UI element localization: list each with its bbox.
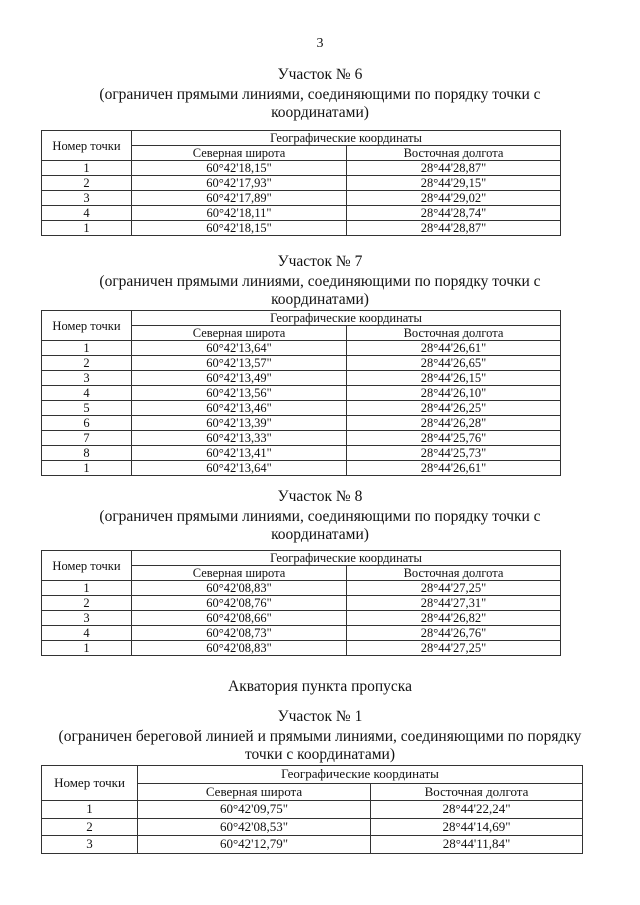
header-longitude: Восточная долгота	[371, 783, 583, 801]
latitude-cell: 60°42'13,39"	[132, 416, 347, 431]
coordinates-table	[41, 550, 561, 656]
table-row	[42, 596, 561, 611]
point-number-cell: 7	[42, 431, 132, 446]
point-number-cell: 2	[42, 818, 138, 836]
header-latitude: Северная широта	[132, 146, 347, 161]
latitude-cell: 60°42'13,46"	[132, 401, 347, 416]
section-description: (ограничен прямыми линиями, соединяющими по порядку точки с	[99, 86, 541, 103]
table-header-row	[42, 311, 561, 326]
section-description: (ограничен береговой линией и прямыми линиями, соединяющими по порядку	[58, 728, 582, 745]
aquatory-heading: Акватория пункта пропуска	[228, 678, 412, 695]
latitude-cell: 60°42'13,56"	[132, 386, 347, 401]
longitude-cell: 28°44'27,31"	[347, 596, 561, 611]
table-row	[42, 161, 561, 176]
table-row	[42, 401, 561, 416]
header-point-number: Номер точки	[42, 766, 138, 801]
longitude-cell: 28°44'28,87"	[347, 221, 561, 236]
header-geo-coordinates: Географические координаты	[132, 551, 561, 566]
page-number: 3	[316, 36, 324, 51]
latitude-cell: 60°42'08,76"	[132, 596, 347, 611]
point-number-cell: 1	[42, 161, 132, 176]
latitude-cell: 60°42'13,41"	[132, 446, 347, 461]
latitude-cell: 60°42'08,83"	[132, 581, 347, 596]
table-row	[42, 221, 561, 236]
table-row	[42, 581, 561, 596]
longitude-cell: 28°44'25,73"	[347, 446, 561, 461]
table-header-row	[42, 131, 561, 146]
point-number-cell: 2	[42, 176, 132, 191]
section-title: Участок № 7	[277, 253, 363, 270]
coordinates-table	[41, 130, 561, 236]
point-number-cell: 1	[42, 221, 132, 236]
coordinates-table	[41, 310, 561, 476]
table-row	[42, 191, 561, 206]
longitude-cell: 28°44'25,76"	[347, 431, 561, 446]
table-row	[42, 386, 561, 401]
longitude-cell: 28°44'26,76"	[347, 626, 561, 641]
latitude-cell: 60°42'13,64"	[132, 461, 347, 476]
header-latitude: Северная широта	[132, 326, 347, 341]
latitude-cell: 60°42'17,89"	[132, 191, 347, 206]
header-longitude: Восточная долгота	[347, 326, 561, 341]
table-row	[42, 626, 561, 641]
table-header-row	[42, 766, 583, 784]
point-number-cell: 3	[42, 611, 132, 626]
table-row	[42, 801, 583, 819]
section-description: координатами)	[271, 526, 369, 543]
longitude-cell: 28°44'26,65"	[347, 356, 561, 371]
longitude-cell: 28°44'28,87"	[347, 161, 561, 176]
header-point-number: Номер точки	[42, 311, 132, 341]
header-longitude: Восточная долгота	[347, 566, 561, 581]
header-geo-coordinates: Географические координаты	[132, 131, 561, 146]
point-number-cell: 4	[42, 386, 132, 401]
latitude-cell: 60°42'17,93"	[132, 176, 347, 191]
longitude-cell: 28°44'27,25"	[347, 581, 561, 596]
latitude-cell: 60°42'18,15"	[132, 161, 347, 176]
longitude-cell: 28°44'26,82"	[347, 611, 561, 626]
table-row	[42, 206, 561, 221]
section-title: Участок № 8	[277, 488, 363, 505]
latitude-cell: 60°42'08,73"	[132, 626, 347, 641]
point-number-cell: 8	[42, 446, 132, 461]
point-number-cell: 3	[42, 836, 138, 854]
longitude-cell: 28°44'11,84"	[371, 836, 583, 854]
point-number-cell: 4	[42, 626, 132, 641]
longitude-cell: 28°44'26,25"	[347, 401, 561, 416]
table-header-row	[42, 551, 561, 566]
point-number-cell: 3	[42, 191, 132, 206]
latitude-cell: 60°42'09,75"	[138, 801, 371, 819]
table-row	[42, 461, 561, 476]
header-longitude: Восточная долгота	[347, 146, 561, 161]
section-description: координатами)	[271, 104, 369, 121]
point-number-cell: 3	[42, 371, 132, 386]
section-description: координатами)	[271, 291, 369, 308]
header-latitude: Северная широта	[132, 566, 347, 581]
latitude-cell: 60°42'08,83"	[132, 641, 347, 656]
table-row	[42, 611, 561, 626]
longitude-cell: 28°44'26,28"	[347, 416, 561, 431]
header-latitude: Северная широта	[138, 783, 371, 801]
table-row	[42, 176, 561, 191]
table-row	[42, 446, 561, 461]
section-description: (ограничен прямыми линиями, соединяющими по порядку точки с	[99, 508, 541, 525]
table-row	[42, 431, 561, 446]
point-number-cell: 2	[42, 596, 132, 611]
section-title: Участок № 1	[277, 708, 363, 725]
table-row	[42, 818, 583, 836]
longitude-cell: 28°44'14,69"	[371, 818, 583, 836]
section-title: Участок № 6	[277, 66, 363, 83]
longitude-cell: 28°44'27,25"	[347, 641, 561, 656]
header-point-number: Номер точки	[42, 131, 132, 161]
table-row	[42, 371, 561, 386]
coordinates-table	[41, 765, 583, 854]
table-row	[42, 416, 561, 431]
latitude-cell: 60°42'08,53"	[138, 818, 371, 836]
point-number-cell: 1	[42, 641, 132, 656]
point-number-cell: 6	[42, 416, 132, 431]
latitude-cell: 60°42'18,15"	[132, 221, 347, 236]
section-description: точки с координатами)	[244, 746, 396, 763]
point-number-cell: 4	[42, 206, 132, 221]
table-row	[42, 641, 561, 656]
section-description: (ограничен прямыми линиями, соединяющими по порядку точки с	[99, 273, 541, 290]
longitude-cell: 28°44'26,61"	[347, 341, 561, 356]
latitude-cell: 60°42'13,33"	[132, 431, 347, 446]
longitude-cell: 28°44'29,15"	[347, 176, 561, 191]
point-number-cell: 1	[42, 801, 138, 819]
point-number-cell: 1	[42, 581, 132, 596]
table-row	[42, 356, 561, 371]
point-number-cell: 5	[42, 401, 132, 416]
longitude-cell: 28°44'22,24"	[371, 801, 583, 819]
longitude-cell: 28°44'28,74"	[347, 206, 561, 221]
header-point-number: Номер точки	[42, 551, 132, 581]
header-geo-coordinates: Географические координаты	[138, 766, 583, 784]
latitude-cell: 60°42'18,11"	[132, 206, 347, 221]
table-row	[42, 341, 561, 356]
latitude-cell: 60°42'12,79"	[138, 836, 371, 854]
longitude-cell: 28°44'26,10"	[347, 386, 561, 401]
latitude-cell: 60°42'08,66"	[132, 611, 347, 626]
point-number-cell: 2	[42, 356, 132, 371]
table-row	[42, 836, 583, 854]
latitude-cell: 60°42'13,49"	[132, 371, 347, 386]
longitude-cell: 28°44'26,61"	[347, 461, 561, 476]
latitude-cell: 60°42'13,57"	[132, 356, 347, 371]
point-number-cell: 1	[42, 341, 132, 356]
longitude-cell: 28°44'29,02"	[347, 191, 561, 206]
header-geo-coordinates: Географические координаты	[132, 311, 561, 326]
latitude-cell: 60°42'13,64"	[132, 341, 347, 356]
longitude-cell: 28°44'26,15"	[347, 371, 561, 386]
point-number-cell: 1	[42, 461, 132, 476]
